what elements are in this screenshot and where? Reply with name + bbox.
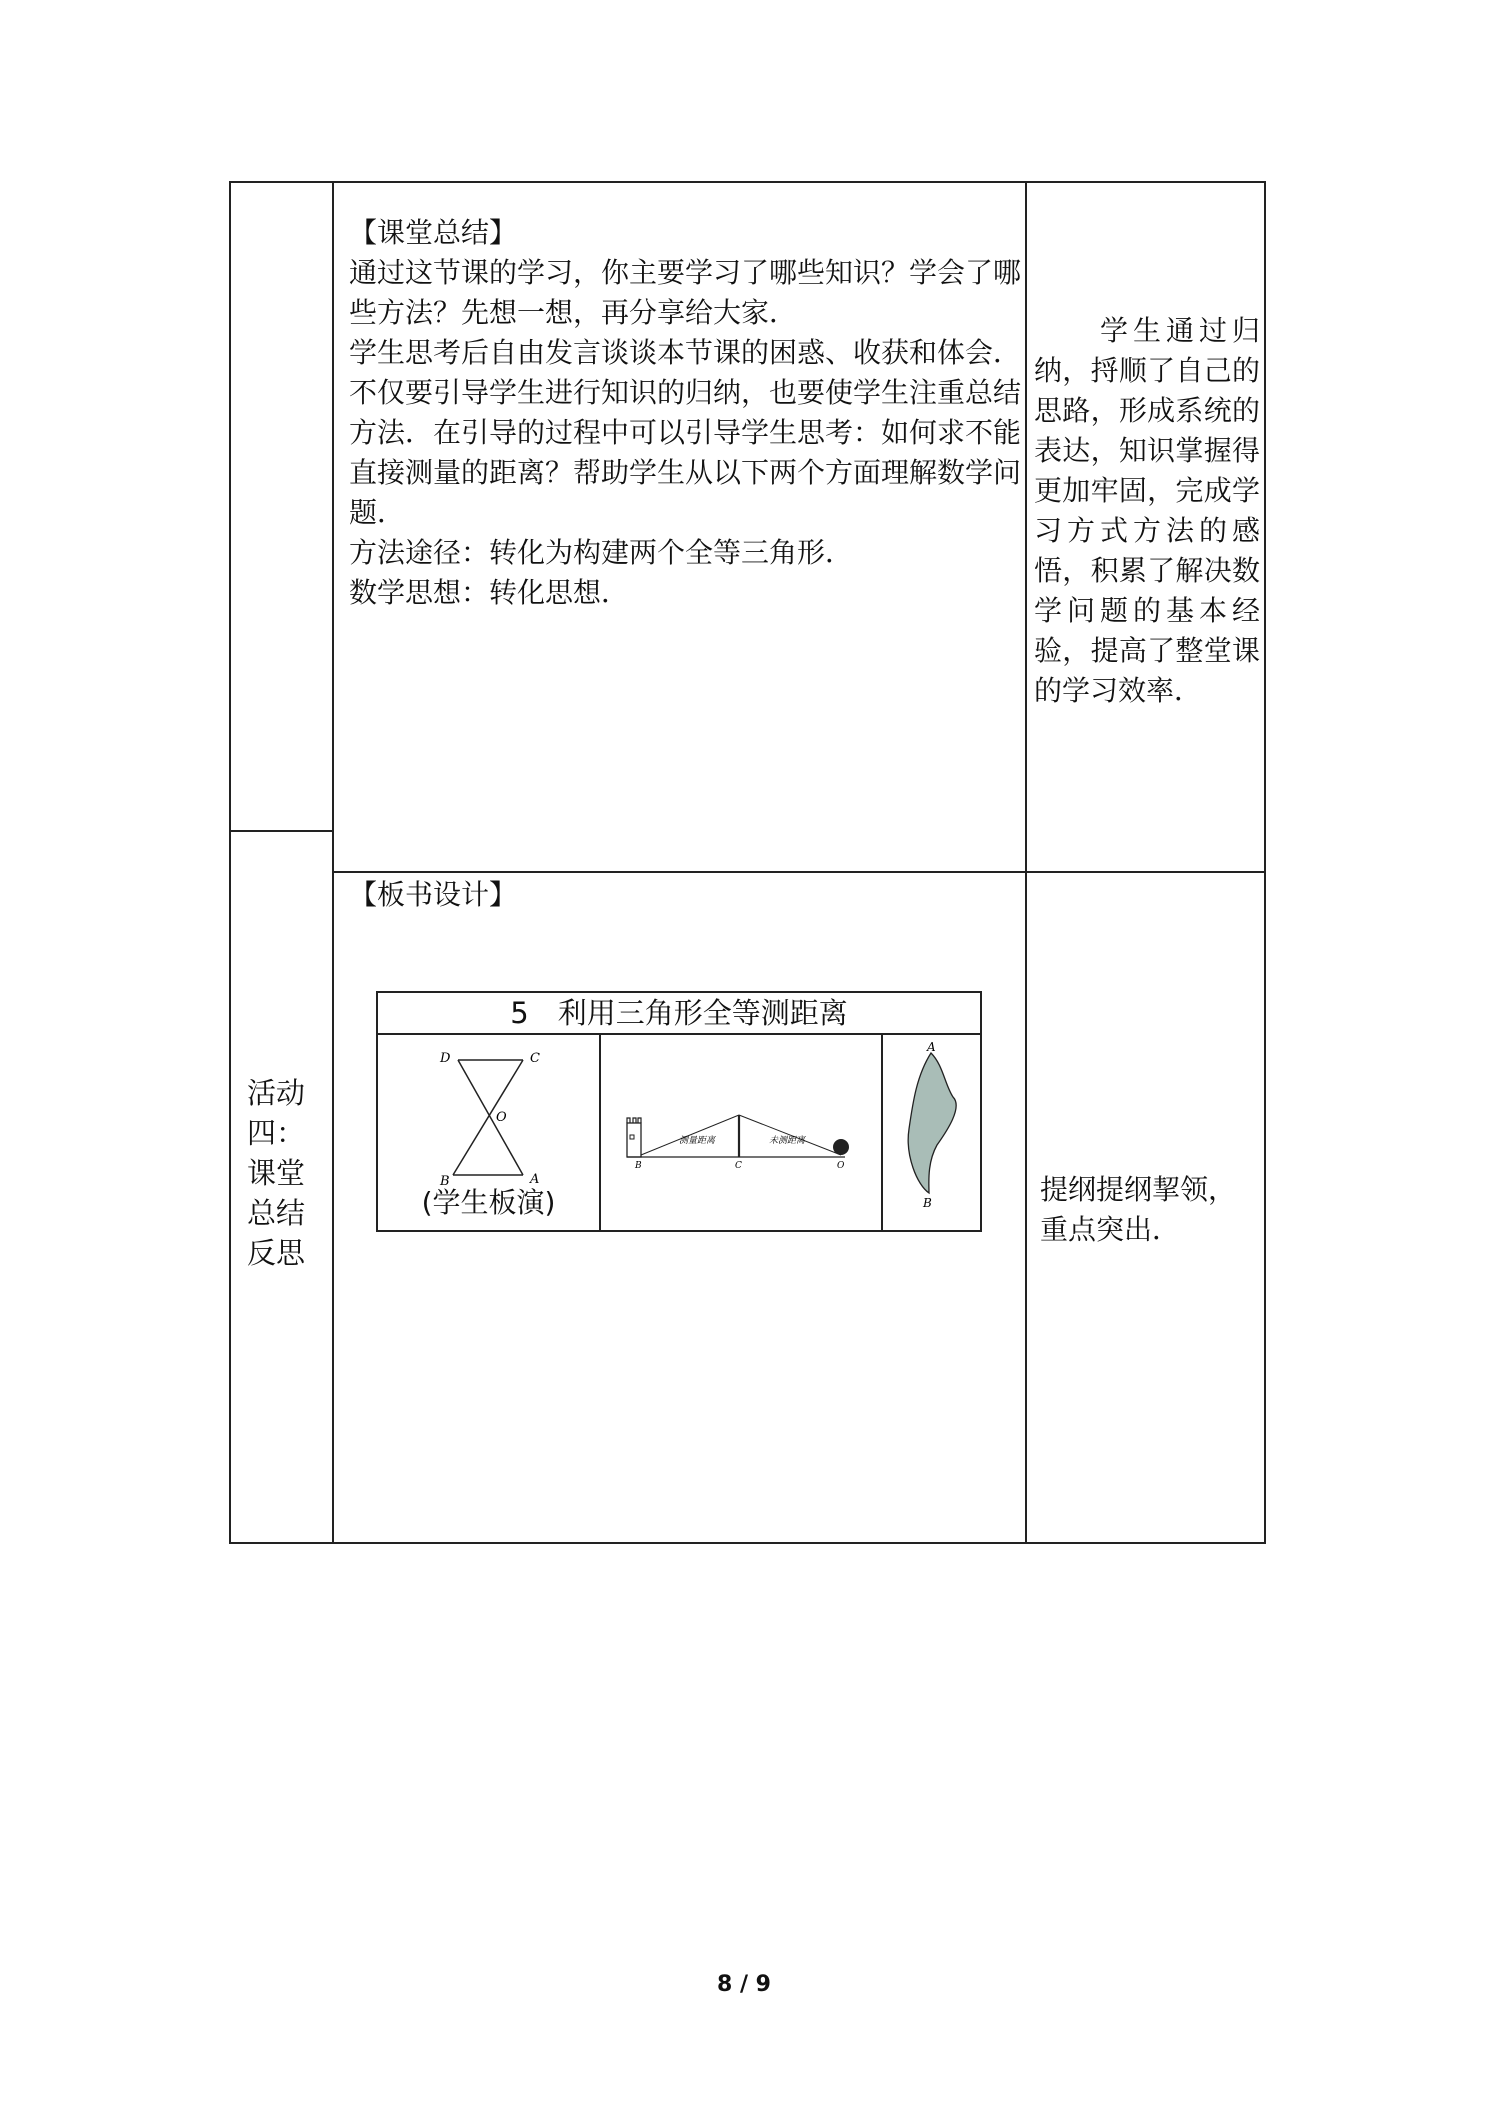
summary-heading: 【课堂总结】 bbox=[349, 216, 518, 249]
summary-paragraph: 通过这节课的学习，你主要学习了哪些知识？学会了哪些方法？先想一想，再分享给大家． bbox=[349, 256, 1022, 329]
board-title: 5 利用三角形全等测距离 bbox=[378, 993, 980, 1035]
board-figure-pond bbox=[883, 1035, 980, 1230]
col-divider-1 bbox=[332, 183, 334, 1542]
tree-icon bbox=[833, 1139, 849, 1155]
summary-paragraph: 方法途径：转化为构建两个全等三角形． bbox=[349, 536, 854, 569]
summary-cell bbox=[349, 213, 1031, 613]
label-c: C bbox=[530, 1051, 540, 1066]
label-o: O bbox=[496, 1110, 507, 1125]
label-b: B bbox=[923, 1196, 932, 1210]
tower-battlement bbox=[627, 1118, 641, 1123]
board-note: 提纲提纲挈领，重点突出． bbox=[1040, 1173, 1237, 1246]
row-divider-left bbox=[231, 830, 332, 832]
board-figure-measurement bbox=[601, 1035, 883, 1230]
distance-measurement-diagram bbox=[601, 1035, 881, 1230]
label-c: C bbox=[735, 1161, 742, 1171]
tower-window bbox=[630, 1135, 634, 1139]
label-left-distance: 测量距离 bbox=[679, 1136, 716, 1146]
page-number: 8 / 9 bbox=[717, 1972, 771, 1997]
board-heading: 【板书设计】 bbox=[349, 878, 518, 911]
board-design bbox=[376, 991, 982, 1232]
tower-icon bbox=[627, 1123, 641, 1157]
board-figure-triangles bbox=[378, 1035, 601, 1230]
row-divider-main bbox=[332, 871, 1264, 873]
lesson-table bbox=[229, 181, 1266, 1544]
activity-label: 活动四：课堂总结反思 bbox=[247, 1076, 306, 1270]
label-right-distance: 未测距离 bbox=[769, 1136, 806, 1146]
label-a: A bbox=[927, 1040, 936, 1054]
summary-paragraph: 学生思考后自由发言谈谈本节课的困惑、收获和体会．不仅要引导学生进行知识的归纳，也要使学生注重总结方法．在引导的过程中可以引导学生思考：如何求不能直接测量的距离？帮助学生从以下两个方面理解数学问题． bbox=[349, 336, 1022, 529]
sight-line-left bbox=[641, 1115, 739, 1155]
label-b: B bbox=[440, 1174, 450, 1185]
summary-note: 学生通过归纳，捋顺了自己的思路，形成系统的表达，知识掌握得更加牢固，完成学习方式方法的感悟，积累了解决数学问题的基本经验，提高了整堂课的学习效率． bbox=[1034, 314, 1260, 707]
label-d: D bbox=[440, 1051, 451, 1066]
label-o: O bbox=[837, 1161, 845, 1171]
label-a: A bbox=[530, 1172, 540, 1185]
pond-shape bbox=[908, 1053, 956, 1193]
sight-line-right bbox=[739, 1115, 841, 1155]
summary-paragraph: 数学思想：转化思想． bbox=[349, 576, 630, 609]
congruent-triangles-diagram bbox=[378, 1035, 599, 1185]
pond-diagram bbox=[883, 1035, 980, 1230]
label-b: B bbox=[635, 1161, 642, 1171]
board-caption: (学生板演) bbox=[421, 1186, 556, 1219]
